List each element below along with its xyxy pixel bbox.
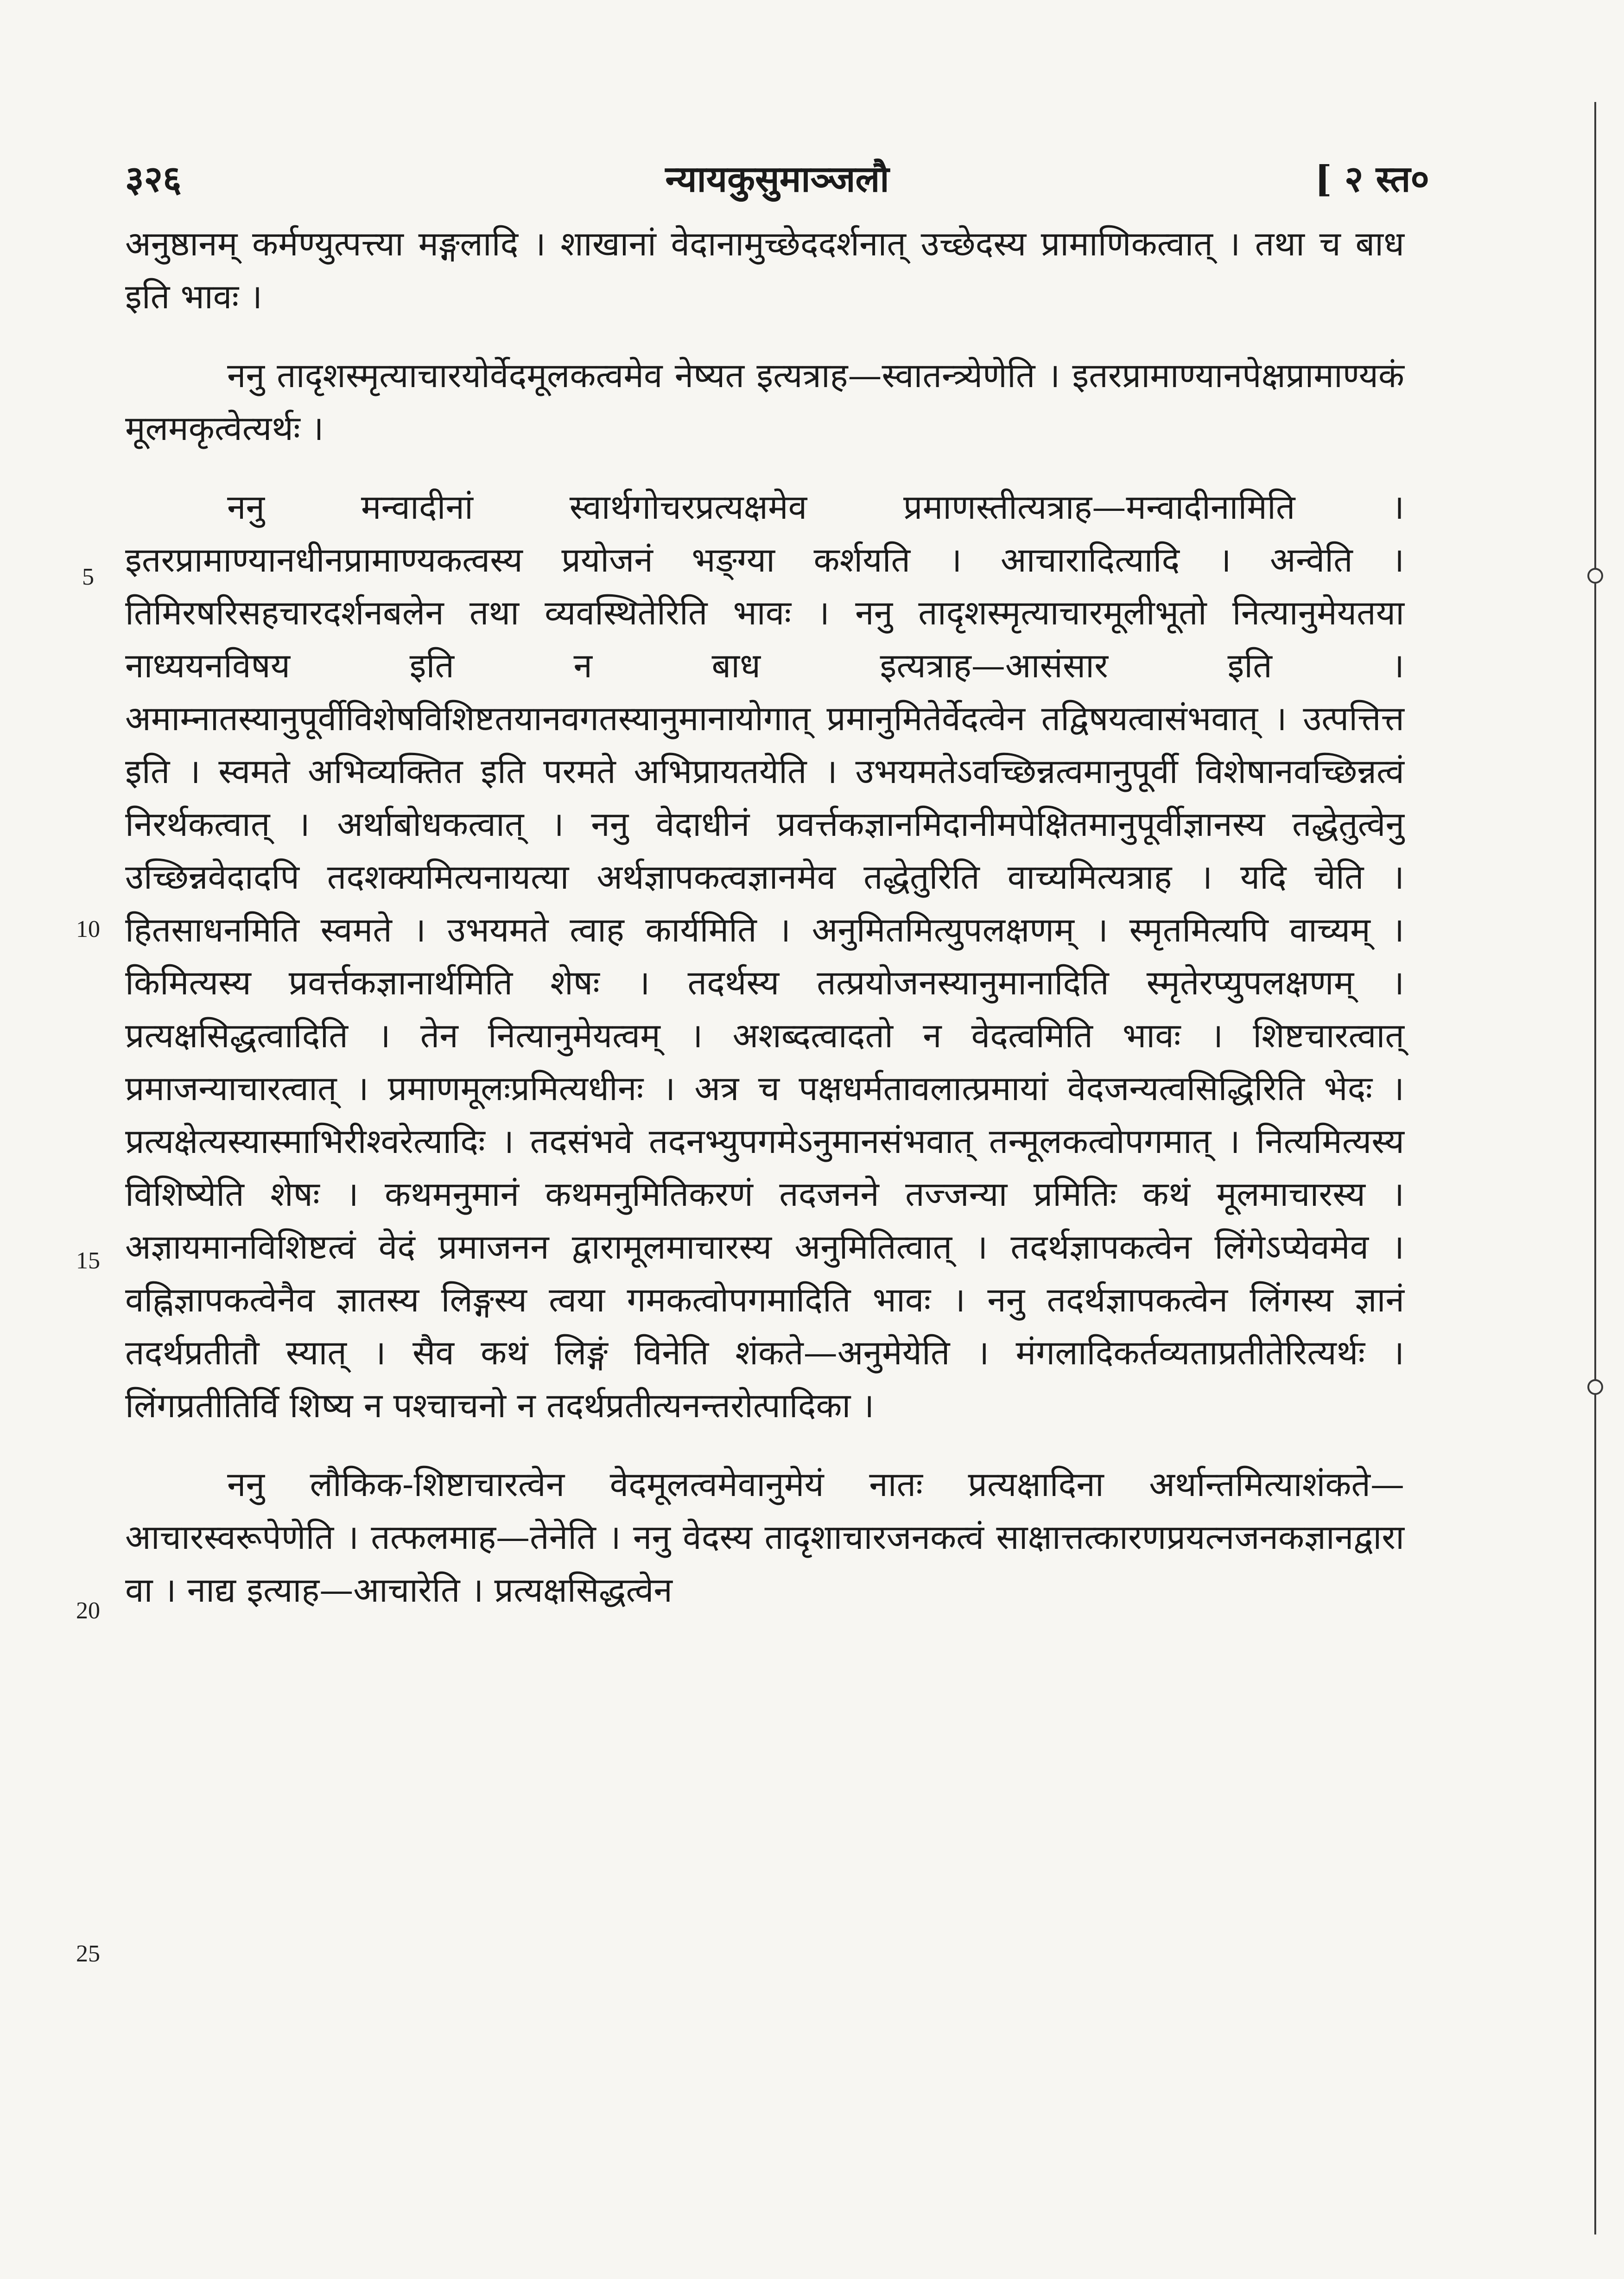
binding-hole-mark (1587, 1379, 1603, 1395)
paragraph-4: ननु लौकिक-शिष्टाचारत्वेन वेदमूलत्वमेवानुमेयं नातः प्रत्यक्षादिना अर्थान्तमित्याशंकते—आचारस्वरूपेणेति । तत्फलमाह—तेनेति । ननु वेदस्य तादृशाचारजनकत्वं साक्षात्तत्कारणप्रयत्नजनकज्ञानद्वारा वा । नाद्य इत्याह—आचारेति । प्रत्यक्षसिद्धत्वेन (125, 1465, 1404, 1610)
paragraph-1: अनुष्ठानम् कर्मण्युत्पत्त्या मङ्गलादि । शाखानां वेदानामुच्छेददर्शनात् उच्छेदस्य प्रामाणिकत्वात् । तथा च बाध इति भावः । (125, 224, 1404, 317)
page-number: ३२६ (125, 158, 182, 200)
line-number-15: 15 (76, 1248, 100, 1274)
binding-hole-mark (1587, 568, 1603, 584)
running-title: न्यायकुसुमाञ्जलौ (665, 158, 889, 200)
line-number-20: 20 (76, 1598, 100, 1624)
section-marker: [ २ स्त० (1314, 158, 1429, 200)
paragraph-2: ननु तादृशस्मृत्याचारयोर्वेदमूलकत्वमेव नेष्यत इत्यत्राह—स्वातन्त्र्येणेति । इतरप्रामाण्यानपेक्षप्रामाण्यकं मूलमकृत्वेत्यर्थः । (125, 356, 1404, 448)
running-header (125, 144, 1429, 199)
commentary-body (125, 218, 1404, 1617)
binding-edge-line (1594, 102, 1596, 2234)
line-number-25: 25 (76, 1941, 100, 1967)
paragraph-3: ननु मन्वादीनां स्वार्थगोचरप्रत्यक्षमेव प्रमाणस्तीत्यत्राह—मन्वादीनामिति । इतरप्रामाण्यानधीनप्रामाण्यकत्वस्य प्रयोजनं भङ्ग्या कर्शयति । आचारादित्यादि । अन्वेति । तिमिरषरिसहचारदर्शनबलेन तथा व्यवस्थितेरिति भावः । ननु तादृशस्मृत्याचारमूलीभूतो नित्यानुमेयतया नाध्ययनविषय इति न बाध इत्यत्राह—आसंसार इति । अमाम्नातस्यानुपूर्वीविशेषविशिष्टतयानवगतस्यानुमानायोगात् प्रमानुमितेर्वेदत्वेन तद्विषयत्वासंभवात् । उत्पत्तित्त इति । स्वमते अभिव्यक्तित इति परमते अभिप्रायतयेति । उभयमतेऽवच्छिन्नत्वमानुपूर्वी विशेषानवच्छिन्नत्वं निरर्थकत्वात् । अर्थाबोधकत्वात् । ननु वेदाधीनं प्रवर्त्तकज्ञानमिदानीमपेक्षितमानुपूर्वीज्ञानस्य तद्धेतुत्वेनु उच्छिन्नवेदादपि तदशक्यमित्यनायत्या अर्थज्ञापकत्वज्ञानमेव तद्धेतुरिति वाच्यमित्यत्राह । यदि चेति । हितसाधनमिति स्वमते । उभयमते त्वाह कार्यमिति । अनुमितमित्युपलक्षणम् । स्मृतमित्यपि वाच्यम् । किमित्यस्य प्रवर्त्तकज्ञानार्थमिति शेषः । तदर्थस्य तत्प्रयोजनस्यानुमानादिति स्मृतेरप्युपलक्षणम् । प्रत्यक्षसिद्धत्वादिति । तेन नित्यानुमेयत्वम् । अशब्दत्वादतो न वेदत्वमिति भावः । शिष्टचारत्वात् प्रमाजन्याचारत्वात् । प्रमाणमूलःप्रमित्यधीनः । अत्र च पक्षधर्मतावलात्प्रमायां वेदजन्यत्वसिद्धिरिति भेदः । प्रत्यक्षेत्यस्यास्माभिरीश्वरेत्यादिः । तदसंभवे तदनभ्युपगमेऽनुमानसंभवात् तन्मूलकत्वोपगमात् । नित्यमित्यस्य विशिष्येति शेषः । कथमनुमानं कथमनुमितिकरणं तदजनने तज्जन्या प्रमितिः कथं मूलमाचारस्य । अज्ञायमानविशिष्टत्वं वेदं प्रमाजनन द्वारामूलमाचारस्य अनुमितित्वात् । तदर्थज्ञापकत्वेन लिंगेऽप्येवमेव । वह्निज्ञापकत्वेनैव ज्ञातस्य लिङ्गस्य त्वया गमकत्वोपगमादिति भावः । ननु तदर्थज्ञापकत्वेन लिंगस्य ज्ञानं तदर्थप्रतीतौ स्यात् । सैव कथं लिङ्गं विनेति शंकते—अनुमेयेति । मंगलादिकर्तव्यताप्रतीतेरित्यर्थः । लिंगप्रतीतिर्वि शिष्य न पश्चाचनो न तदर्थप्रतीत्यनन्तरोत्पादिका । (125, 488, 1404, 1426)
line-number-10: 10 (76, 916, 100, 942)
line-number-5: 5 (82, 564, 94, 590)
